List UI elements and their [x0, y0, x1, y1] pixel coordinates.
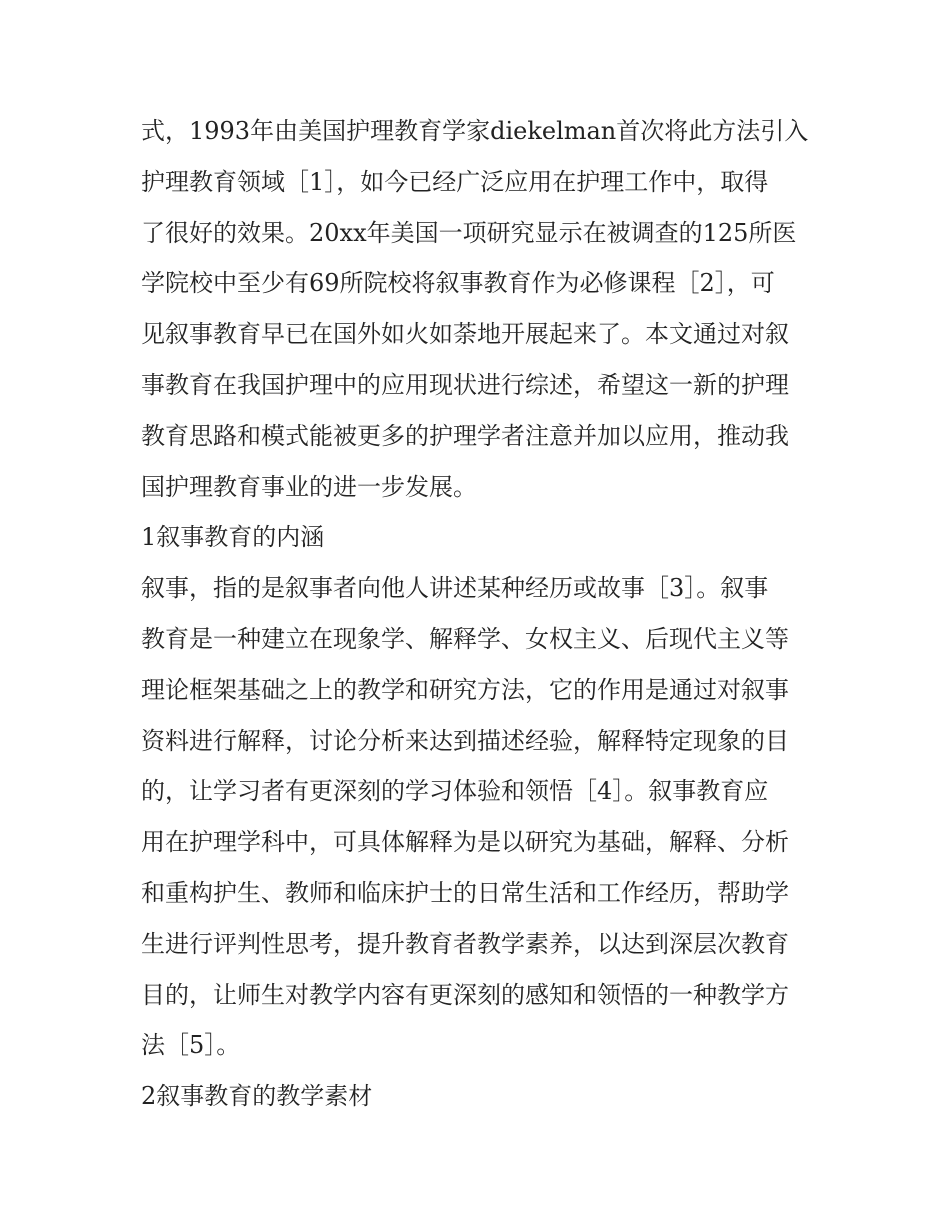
paragraph-line: 资料进行解释，讨论分析来达到描述经验，解释特定现象的目: [141, 726, 789, 755]
paragraph-line: 式，1993年由美国护理教育学家diekelman首次将此方法引入: [141, 117, 809, 145]
paragraph-line: 教育是一种建立在现象学、解释学、女权主义、后现代主义等: [141, 624, 789, 653]
paragraph-line: 用在护理学科中，可具体解释为是以研究为基础，解释、分析: [141, 828, 789, 857]
paragraph-line: 学院校中至少有69所院校将叙事教育作为必修课程［2］，可: [141, 269, 775, 298]
paragraph-line: 目的，让师生对教学内容有更深刻的感知和领悟的一种教学方: [141, 980, 789, 1009]
paragraph-line: 护理教育领域［1］，如今已经广泛应用在护理工作中，取得: [141, 167, 769, 196]
section-heading: 1叙事教育的内涵: [141, 523, 325, 552]
paragraph-line: 和重构护生、教师和临床护士的日常生活和工作经历，帮助学: [141, 878, 789, 907]
paragraph-line: 生进行评判性思考，提升教育者教学素养，以达到深层次教育: [141, 929, 789, 958]
paragraph-line: 叙事，指的是叙事者向他人讲述某种经历或故事［3］。叙事: [141, 574, 769, 603]
section-heading: 2叙事教育的教学素材: [141, 1082, 373, 1111]
paragraph-line: 了很好的效果。20xx年美国一项研究显示在被调查的125所医: [141, 218, 797, 247]
paragraph-line: 法［5］。: [141, 1031, 241, 1060]
paragraph-line: 教育思路和模式能被更多的护理学者注意并加以应用，推动我: [141, 421, 789, 450]
paragraph-line: 事教育在我国护理中的应用现状进行综述，希望这一新的护理: [141, 370, 789, 399]
document-page: [141, 106, 821, 1122]
paragraph-line: 理论框架基础之上的教学和研究方法，它的作用是通过对叙事: [141, 675, 789, 704]
paragraph-line: 国护理教育事业的进一步发展。: [141, 472, 477, 501]
paragraph-line: 的，让学习者有更深刻的学习体验和领悟［4］。叙事教育应: [141, 777, 769, 806]
paragraph-line: 见叙事教育早已在国外如火如荼地开展起来了。本文通过对叙: [141, 320, 789, 349]
